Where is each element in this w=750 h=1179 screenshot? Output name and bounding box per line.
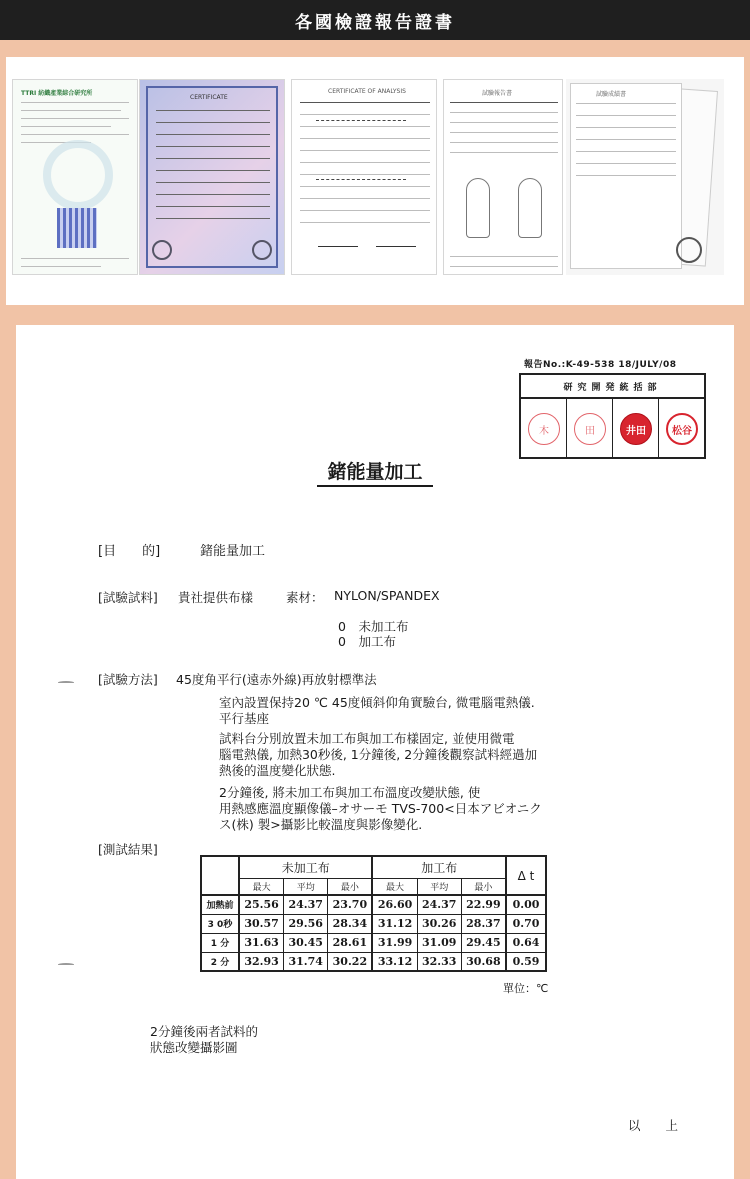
delta-cell: 0.59 (506, 952, 546, 971)
page-header (0, 0, 750, 40)
thumbnail-ornate-certificate[interactable] (139, 79, 285, 275)
method-line: 用熱感應溫度顯像儀–オサーモ TVS-700<日本アビオニク (219, 801, 542, 816)
method-line: 平行基座 (219, 711, 270, 726)
method-line: 室內設置保持20 ℃ 45度傾斜仰角實驗台, 微電腦電熱儀. (219, 695, 535, 710)
method-line: ス(株) 製>攝影比較溫度與影像變化. (219, 817, 423, 832)
approval-seal: 木 (528, 413, 560, 445)
table-cell: 24.37 (284, 895, 328, 914)
sub-header: 平均 (417, 878, 461, 895)
table-cell: 24.37 (417, 895, 461, 914)
method-line: 腦電熱儀, 加熱30秒後, 1分鐘後, 2分鐘後觀察試料經過加 (219, 747, 538, 762)
results-label: [測試結果] (98, 842, 158, 857)
sample-label: [試驗試料] (98, 590, 158, 605)
row-label: 1 分 (201, 933, 239, 952)
body-figure-front (466, 178, 490, 238)
table-cell: 30.22 (328, 952, 373, 971)
method-line: 熱後的溫度變化狀態. (219, 763, 336, 778)
approval-seal: 田 (574, 413, 606, 445)
thumbnail-label: 試驗成績書 (596, 91, 627, 98)
stamp-cell (659, 399, 705, 457)
sub-header: 最大 (239, 878, 284, 895)
report-title: 鍺能量加工 (16, 457, 734, 484)
table-cell: 29.56 (284, 914, 328, 933)
table-cell: 28.61 (328, 933, 373, 952)
results-table (200, 855, 547, 972)
table-row (201, 914, 546, 933)
table-cell: 32.33 (417, 952, 461, 971)
table-cell: 26.60 (372, 895, 417, 914)
purpose-value: 鍺能量加工 (200, 544, 266, 559)
material-value: NYLON/SPANDEX (334, 588, 440, 603)
corner-cell (201, 856, 239, 895)
sub-header: 最大 (372, 878, 417, 895)
delta-header: Δ t (506, 856, 546, 895)
table-cell: 30.68 (461, 952, 506, 971)
thumbnail-label: CERTIFICATE OF ANALYSIS (328, 88, 406, 95)
seal-icon (676, 237, 702, 263)
table-cell: 31.63 (239, 933, 284, 952)
group-header-unprocessed: 未加工布 (239, 856, 372, 878)
ttri-watermark (43, 140, 113, 210)
report-sheet-front (570, 83, 682, 269)
table-cell: 30.57 (239, 914, 284, 933)
material-label: 素材： (286, 590, 324, 605)
table-cell: 31.12 (372, 914, 417, 933)
table-cell: 28.37 (461, 914, 506, 933)
delta-cell: 0.70 (506, 914, 546, 933)
signature-line (376, 246, 416, 247)
page-title: 各國檢證報告證書 (295, 12, 455, 33)
thumbnail-body-diagram-report[interactable] (443, 79, 563, 275)
stamp-cell (613, 399, 659, 457)
signature-line (318, 246, 358, 247)
table-cell: 31.09 (417, 933, 461, 952)
table-cell: 32.93 (239, 952, 284, 971)
purpose-label: [目 的] (98, 544, 161, 559)
body-figure-back (518, 178, 542, 238)
table-cell: 33.12 (372, 952, 417, 971)
thumbnail-handwritten-form[interactable] (291, 79, 437, 275)
thumbnail-ttri-certificate[interactable] (12, 79, 138, 275)
method-line: 試料台分別放置未加工布與加工布樣固定, 並使用微電 (219, 731, 515, 746)
approval-seal: 松谷 (666, 413, 698, 445)
report-document (16, 325, 734, 1179)
table-cell: 28.34 (328, 914, 373, 933)
sample-value: 貴社提供布樣 (178, 590, 254, 605)
row-label: 2 分 (201, 952, 239, 971)
table-row (201, 952, 546, 971)
table-cell: 30.45 (284, 933, 328, 952)
approval-stamp-box (519, 373, 706, 459)
sub-header: 最小 (328, 878, 373, 895)
table-row (201, 895, 546, 914)
table-cell: 31.99 (372, 933, 417, 952)
group-header-processed: 加工布 (372, 856, 506, 878)
table-cell: 25.56 (239, 895, 284, 914)
method-line: 2分鐘後, 將未加工布與加工布溫度改變狀態, 使 (219, 785, 481, 800)
table-cell: 22.99 (461, 895, 506, 914)
row-label: 加熱前 (201, 895, 239, 914)
thumbnail-label: CERTIFICATE (190, 94, 228, 101)
seal-icon (152, 240, 172, 260)
handwriting-scribble (316, 120, 406, 180)
method-label: [試驗方法] (98, 672, 158, 687)
report-number: 報告No.:K-49-538 18/JULY/08 (524, 360, 677, 370)
seal-icon (252, 240, 272, 260)
approval-seal: 井田 (620, 413, 652, 445)
material-item: 0 加工布 (338, 634, 396, 649)
scan-mark (58, 681, 74, 684)
table-cell: 30.26 (417, 914, 461, 933)
delta-cell: 0.64 (506, 933, 546, 952)
thumbnail-label: 試驗報告書 (482, 90, 513, 97)
material-item: 0 未加工布 (338, 619, 409, 634)
row-label: 3 0秒 (201, 914, 239, 933)
scan-mark (58, 963, 74, 966)
sub-header: 最小 (461, 878, 506, 895)
note-line: 2分鐘後兩者試料的 (150, 1024, 258, 1039)
stamp-cell (521, 399, 567, 457)
note-line: 狀態改變攝影圖 (150, 1040, 238, 1055)
stamp-box-header: 研究開発統括部 (521, 375, 704, 399)
sub-header: 平均 (284, 878, 328, 895)
closing-mark: 以 上 (628, 1118, 679, 1133)
certificate-strip (6, 57, 744, 305)
thumbnail-stacked-reports[interactable] (566, 79, 724, 275)
table-row (201, 933, 546, 952)
delta-cell: 0.00 (506, 895, 546, 914)
unit-label: 單位：℃ (503, 982, 549, 995)
table-cell: 31.74 (284, 952, 328, 971)
method-title: 45度角平行(遠赤外線)再放射標準法 (176, 672, 377, 687)
stamp-cell (567, 399, 613, 457)
table-cell: 29.45 (461, 933, 506, 952)
fabric-swatch (57, 208, 97, 248)
thumbnail-label: TTRI 紡織產業綜合研究所 (21, 90, 93, 97)
table-cell: 23.70 (328, 895, 373, 914)
